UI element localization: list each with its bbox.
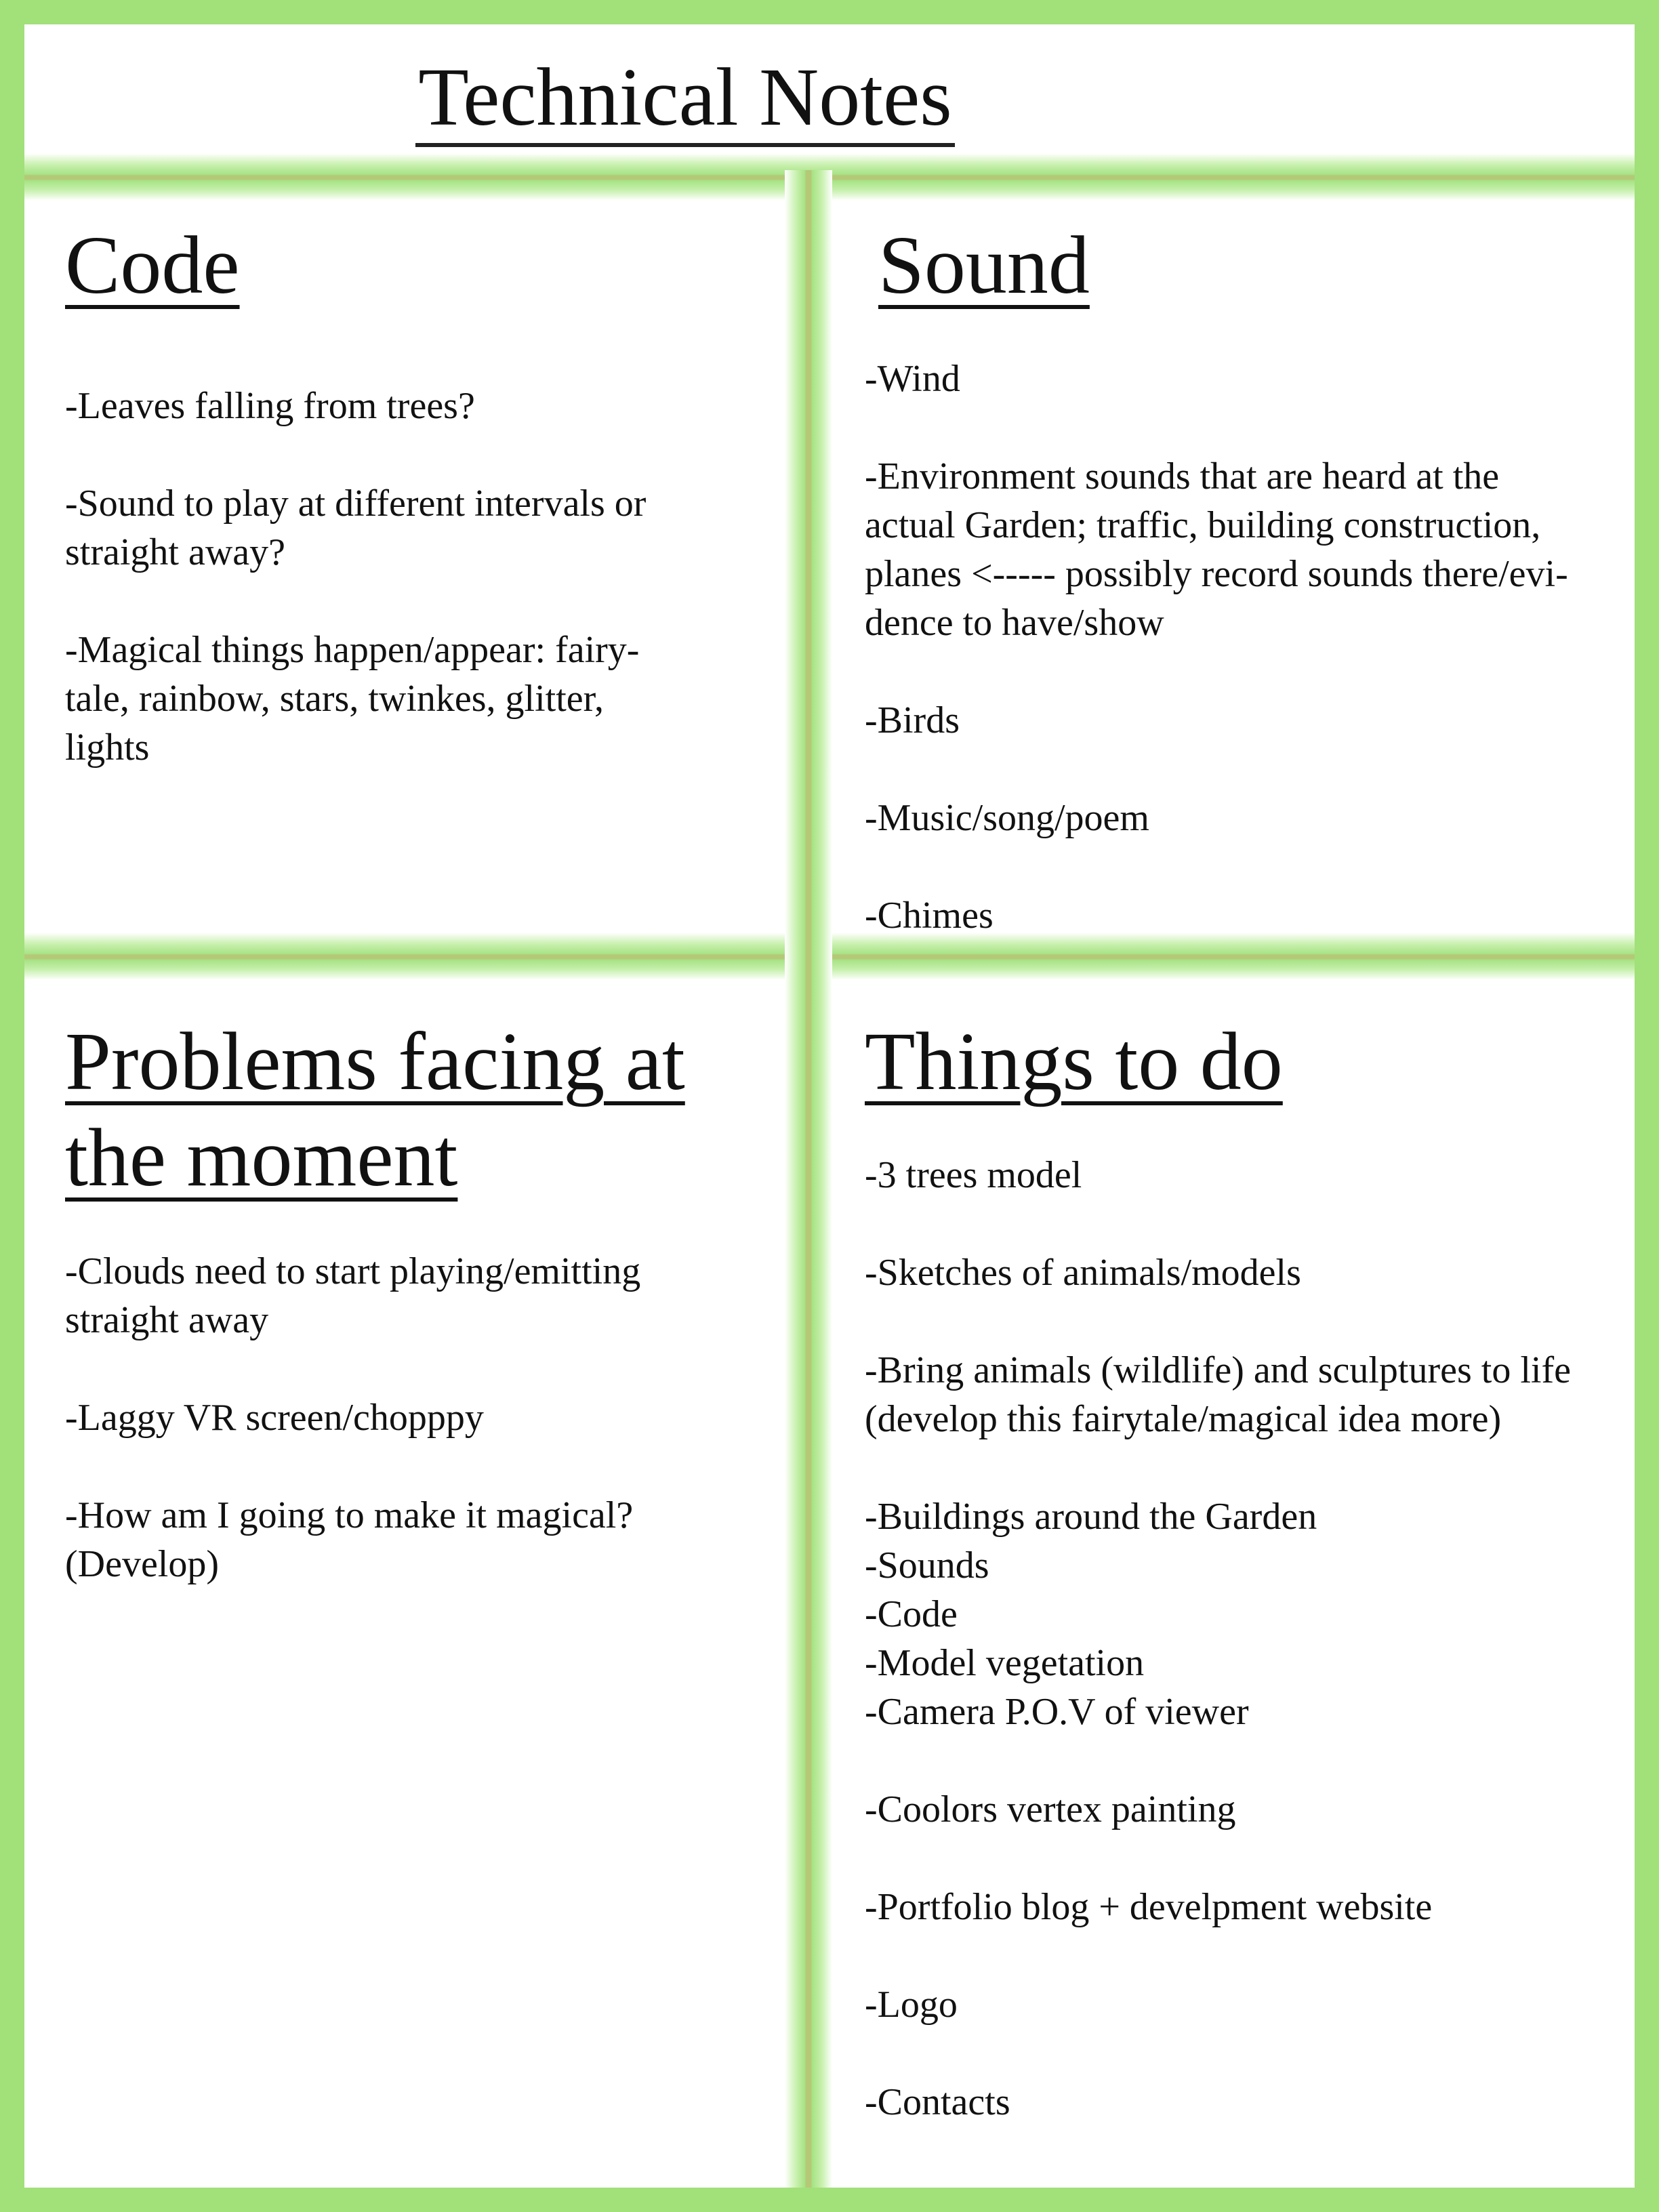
title-box [24,24,1635,160]
code-item: -Sound to play at different intervals or straight away? [65,483,647,573]
problems-heading: Problems facing at the moment [65,1016,685,1204]
page-title [24,50,1346,145]
todo-item: -Camera P.O.V of viewer [865,1691,1249,1733]
todo-item: -Bring animals (wildlife) and sculptures to life (develop this fairytale/magical idea more) [865,1349,1571,1440]
sound-heading: Sound [878,220,1090,311]
sound-panel [865,218,1624,989]
sound-item: -Birds [865,699,960,741]
page-title-text: Technical Notes [415,52,955,147]
todo-item: -Sounds [865,1544,989,1586]
code-item: -Magical things happen/appear: fairy- tale, rainbow, stars, twinkes, glitter, lights [65,629,640,769]
todo-item: -Sketches of animals/models [865,1252,1301,1294]
page [24,24,1635,2188]
code-item: -Leaves falling from trees? [65,385,475,427]
todo-item: -Logo [865,1984,958,2026]
sound-item: -Music/song/poem [865,797,1149,839]
todo-item: -Contacts [865,2081,1010,2123]
todo-panel [865,1014,1624,2175]
todo-item: -Coolors vertex painting [865,1788,1236,1830]
sound-item: -Environment sounds that are heard at the actual Garden; traffic, building construction, planes <----- possibly record sounds there/evi- dence to have/show [865,455,1568,644]
sound-item: -Chimes [865,895,994,937]
problems-panel [65,1014,783,1637]
code-heading: Code [65,220,240,311]
problems-item: -Clouds need to start playing/emitting straight away [65,1250,641,1341]
sound-item: -Wind [865,358,960,400]
todo-item: -Code [865,1593,958,1635]
problems-item: -How am I going to make it magical? (Develop) [65,1494,634,1585]
problems-item: -Laggy VR screen/chopppy [65,1397,484,1439]
todo-item: -3 trees model [865,1154,1082,1196]
code-panel [65,218,770,821]
todo-item: -Portfolio blog + develpment website [865,1886,1433,1928]
todo-item: -Model vegetation [865,1642,1145,1684]
vertical-separator [785,170,832,2188]
todo-heading: Things to do [865,1016,1283,1107]
todo-item: -Buildings around the Garden [865,1496,1317,1538]
